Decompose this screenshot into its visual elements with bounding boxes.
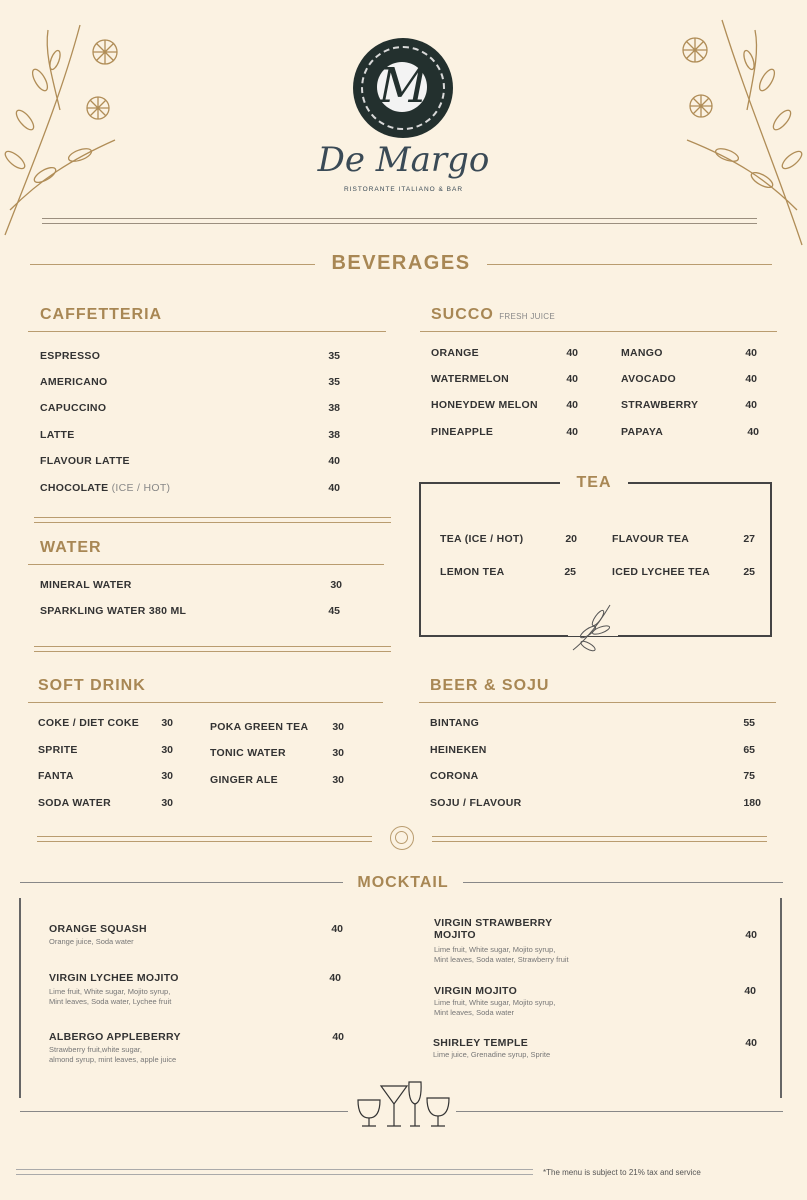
list-item: HEINEKEN	[430, 744, 487, 756]
item-price: 40	[566, 426, 578, 438]
beer-soju-rule	[419, 702, 776, 703]
list-item: FLAVOUR LATTE	[40, 455, 130, 467]
caffetteria-title: CAFFETTERIA	[40, 306, 163, 323]
item-price: 20	[565, 533, 577, 545]
item-description: almond syrup, mint leaves, apple juice	[49, 1055, 177, 1064]
item-name: CHOCOLATE	[40, 482, 109, 494]
title-rule-right	[487, 264, 772, 265]
ornament-rule-left	[37, 836, 372, 842]
item-price: 25	[743, 566, 755, 578]
floral-left-icon	[0, 10, 130, 240]
list-item: ESPRESSO	[40, 350, 101, 362]
item-price: 40	[566, 347, 578, 359]
list-item: LATTE	[40, 429, 75, 441]
soft-drink-rule	[28, 702, 383, 703]
list-item: PINEAPPLE	[431, 426, 494, 438]
list-item: SPRITE	[38, 744, 78, 756]
item-description: Orange juice, Soda water	[49, 937, 134, 946]
logo-letter: M	[378, 58, 428, 114]
list-item: FANTA	[38, 770, 74, 782]
list-item: ORANGE	[431, 347, 479, 359]
mocktail-title: MOCKTAIL	[357, 874, 449, 891]
item-description: Mint leaves, Soda water, Strawberry fruit	[434, 955, 569, 964]
item-price: 75	[743, 770, 755, 782]
list-item: TEA (ICE / HOT)	[440, 533, 524, 545]
list-item: SODA WATER	[38, 797, 111, 809]
succo-title	[431, 306, 555, 324]
list-item: PAPAYA	[621, 426, 664, 438]
list-item: ORANGE SQUASH	[49, 923, 147, 935]
item-note: (ICE / HOT)	[111, 482, 171, 494]
list-item: CORONA	[430, 770, 479, 782]
item-price: 30	[161, 744, 173, 756]
list-item: SOJU / FLAVOUR	[430, 797, 522, 809]
item-price: 30	[161, 717, 173, 729]
list-item: CAPUCCINO	[40, 402, 107, 414]
header-divider	[42, 218, 757, 224]
item-price: 30	[330, 579, 342, 591]
footer-note: *The menu is subject to 21% tax and service	[543, 1168, 701, 1177]
item-price: 40	[328, 455, 340, 467]
ornament-rule-right	[432, 836, 767, 842]
item-description: Mint leaves, Soda water	[434, 1008, 515, 1017]
list-item: LEMON TEA	[440, 566, 505, 578]
brand-tagline: RISTORANTE ITALIANO & BAR	[343, 186, 464, 193]
list-item: MANGO	[621, 347, 663, 359]
list-item: VIRGIN LYCHEE MOJITO	[49, 972, 179, 984]
succo-title-text: SUCCO	[431, 306, 494, 323]
beer-soju-title: BEER & SOJU	[430, 677, 550, 694]
tea-title: TEA	[576, 474, 612, 491]
item-description: Lime juice, Grenadine syrup, Sprite	[433, 1050, 551, 1059]
soft-drink-title: SOFT DRINK	[38, 677, 146, 694]
list-item: STRAWBERRY	[621, 399, 699, 411]
logo-emblem	[353, 38, 453, 138]
list-item: WATERMELON	[431, 373, 510, 385]
list-item: ICED LYCHEE TEA	[612, 566, 711, 578]
item-price: 40	[329, 972, 341, 984]
item-price: 40	[332, 1031, 344, 1043]
item-price: 38	[328, 402, 340, 414]
leaf-icon	[568, 600, 618, 655]
brand-name: De Margo	[317, 140, 490, 180]
list-item-cont: MOJITO	[434, 929, 476, 941]
item-price: 35	[328, 350, 340, 362]
list-item: VIRGIN STRAWBERRY	[434, 917, 553, 929]
list-item: VIRGIN MOJITO	[434, 985, 518, 997]
item-price: 40	[745, 929, 757, 941]
list-item: AVOCADO	[621, 373, 676, 385]
item-price: 30	[161, 770, 173, 782]
list-item: BINTANG	[430, 717, 480, 729]
section-divider	[34, 646, 391, 652]
glasses-icon	[355, 1078, 453, 1130]
item-price: 180	[743, 797, 761, 809]
item-price: 40	[745, 399, 757, 411]
mocktail-rule-left	[20, 882, 343, 883]
item-description: Mint leaves, Soda water, Lychee fruit	[49, 997, 172, 1006]
mocktail-frame-left	[19, 898, 21, 1098]
page-title: BEVERAGES	[331, 252, 471, 274]
list-item: GINGER ALE	[210, 774, 278, 786]
item-description: Lime fruit, White sugar, Mojito syrup,	[434, 945, 556, 954]
footer-rule	[16, 1169, 533, 1175]
list-item: SPARKLING WATER 380 ML	[40, 605, 187, 617]
ornament-circle-icon	[390, 826, 414, 850]
section-divider	[34, 517, 391, 523]
item-price: 65	[743, 744, 755, 756]
item-price: 40	[566, 399, 578, 411]
item-description: Lime fruit, White sugar, Mojito syrup,	[434, 998, 556, 1007]
list-item: HONEYDEW MELON	[431, 399, 538, 411]
water-rule	[28, 564, 384, 565]
item-price: 40	[328, 482, 340, 494]
succo-rule	[420, 331, 777, 332]
list-item	[40, 482, 170, 494]
item-price: 45	[328, 605, 340, 617]
list-item: COKE / DIET COKE	[38, 717, 140, 729]
item-price: 40	[745, 373, 757, 385]
mocktail-rule-right	[463, 882, 783, 883]
caffetteria-rule	[28, 331, 386, 332]
mocktail-frame-right	[780, 898, 782, 1098]
water-title: WATER	[40, 539, 102, 556]
item-price: 30	[332, 721, 344, 733]
list-item: MINERAL WATER	[40, 579, 132, 591]
item-price: 27	[743, 533, 755, 545]
list-item: ALBERGO APPLEBERRY	[49, 1031, 181, 1043]
item-description: Strawberry fruit,white sugar,	[49, 1045, 142, 1054]
item-price: 30	[332, 774, 344, 786]
item-price: 40	[331, 923, 343, 935]
floral-right-icon	[677, 10, 807, 250]
list-item: FLAVOUR TEA	[612, 533, 690, 545]
list-item: SHIRLEY TEMPLE	[433, 1037, 529, 1049]
list-item: AMERICANO	[40, 376, 108, 388]
succo-subtitle: FRESH JUICE	[499, 312, 555, 321]
item-price: 40	[745, 347, 757, 359]
mocktail-rule-bottom-left	[20, 1111, 348, 1112]
item-price: 30	[332, 747, 344, 759]
item-price: 40	[745, 1037, 757, 1049]
item-price: 40	[747, 426, 759, 438]
item-price: 25	[564, 566, 576, 578]
item-price: 40	[744, 985, 756, 997]
item-price: 55	[743, 717, 755, 729]
item-price: 30	[161, 797, 173, 809]
item-price: 40	[566, 373, 578, 385]
mocktail-rule-bottom-right	[456, 1111, 783, 1112]
item-price: 35	[328, 376, 340, 388]
title-rule-left	[30, 264, 315, 265]
item-description: Lime fruit, White sugar, Mojito syrup,	[49, 987, 171, 996]
list-item: POKA GREEN TEA	[210, 721, 309, 733]
list-item: TONIC WATER	[210, 747, 286, 759]
item-price: 38	[328, 429, 340, 441]
